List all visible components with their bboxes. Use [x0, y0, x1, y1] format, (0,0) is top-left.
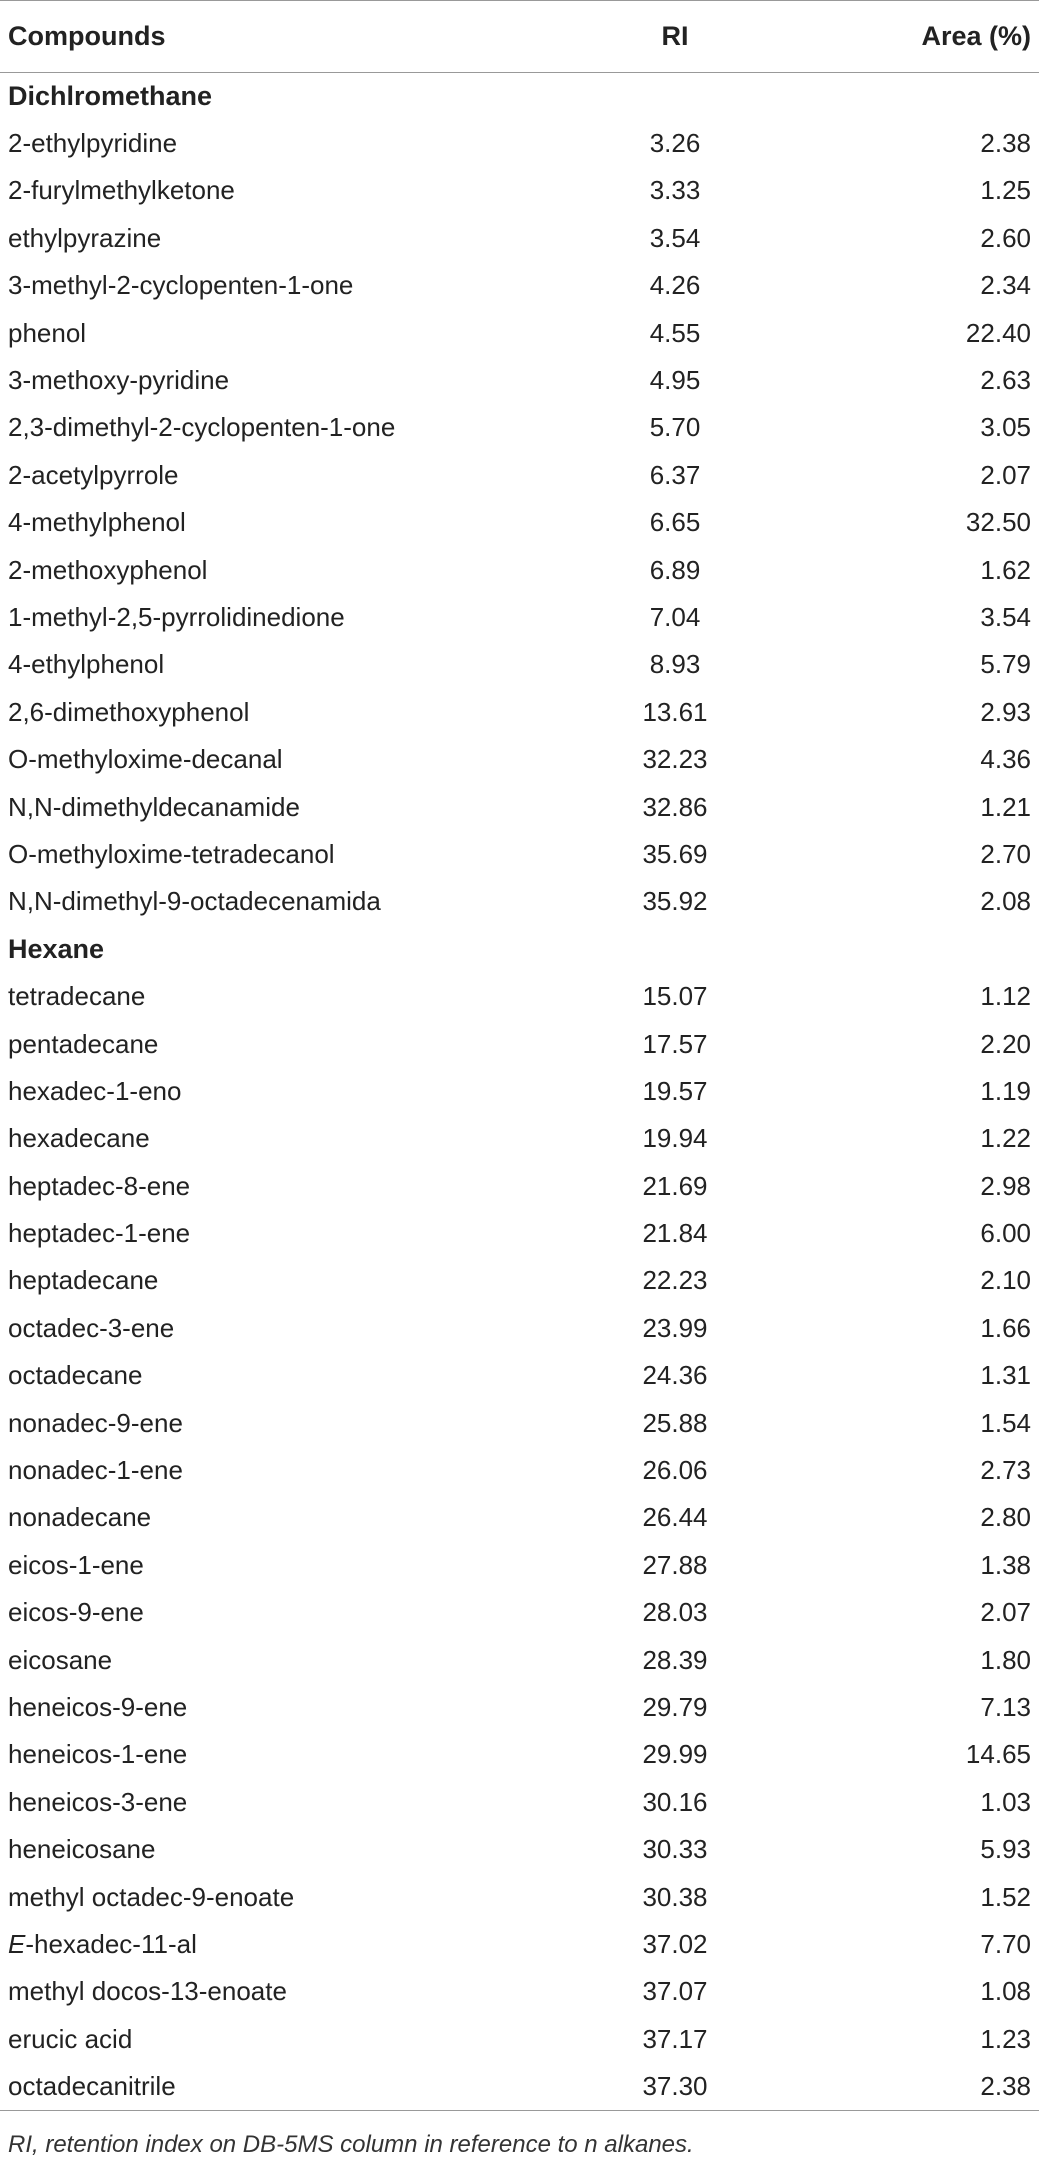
compound-name: heptadec-8-ene	[8, 1170, 191, 1201]
ri-value: 19.94	[642, 1123, 708, 1154]
table-row	[0, 1020, 1039, 1067]
table-row	[0, 2016, 1039, 2063]
ri-value: 19.57	[642, 1075, 708, 1106]
section-header-row	[0, 73, 1039, 120]
area-value: 6.00	[980, 1218, 1031, 1249]
area-value: 1.03	[980, 1786, 1031, 1817]
ri-value: 30.16	[642, 1786, 708, 1817]
compound-name: 3-methoxy-pyridine	[8, 365, 230, 396]
table-row	[0, 783, 1039, 830]
table-row	[0, 689, 1039, 736]
table-row	[0, 1731, 1039, 1778]
compound-name-prefix: E	[8, 1928, 26, 1959]
area-value: 2.10	[980, 1265, 1031, 1296]
area-value: 1.52	[980, 1881, 1031, 1912]
compound-name: octadec-3-ene	[8, 1312, 175, 1343]
table-row	[0, 1399, 1039, 1446]
table-row	[0, 262, 1039, 309]
area-value: 2.38	[980, 128, 1031, 159]
area-value: 7.13	[980, 1691, 1031, 1722]
compound-name: 1-methyl-2,5-pyrrolidinedione	[8, 601, 345, 632]
table-row	[0, 1162, 1039, 1209]
ri-value: 22.23	[642, 1265, 708, 1296]
table-row	[0, 1352, 1039, 1399]
table-row	[0, 404, 1039, 451]
ri-value: 4.55	[649, 317, 701, 348]
table-row	[0, 1921, 1039, 1968]
compound-name: eicos-9-ene	[8, 1597, 144, 1628]
section-title: Dichlromethane	[8, 80, 213, 111]
compound-name: methyl octadec-9-enoate	[8, 1881, 295, 1912]
table-header	[0, 1, 1039, 73]
header-area: Area (%)	[790, 1, 1039, 73]
table-body	[0, 73, 1039, 2111]
area-value: 1.80	[980, 1644, 1031, 1675]
compound-name-rest: -hexadec-11-al	[25, 1928, 197, 1959]
ri-value: 5.70	[649, 412, 701, 443]
area-value: 2.08	[980, 886, 1031, 917]
area-value: 3.54	[980, 601, 1031, 632]
table-row	[0, 309, 1039, 356]
table-row	[0, 167, 1039, 214]
table-row	[0, 2063, 1039, 2110]
table-row	[0, 1494, 1039, 1541]
area-value: 2.34	[980, 270, 1031, 301]
compound-name: eicosane	[8, 1644, 113, 1675]
table-row	[0, 1115, 1039, 1162]
ri-value: 35.92	[642, 886, 708, 917]
ri-value: 30.38	[642, 1881, 708, 1912]
compound-name: N,N-dimethyl-9-octadecenamida	[8, 886, 381, 917]
area-value: 2.98	[980, 1170, 1031, 1201]
ri-value: 29.79	[642, 1691, 708, 1722]
table-row	[0, 973, 1039, 1020]
area-value: 1.23	[980, 2023, 1031, 2054]
table-row	[0, 594, 1039, 641]
area-value: 1.54	[980, 1407, 1031, 1438]
area-value: 1.31	[980, 1360, 1031, 1391]
ri-value: 29.99	[642, 1739, 708, 1770]
table-row	[0, 1968, 1039, 2015]
area-value: 1.25	[980, 175, 1031, 206]
ri-value: 37.17	[642, 2023, 708, 2054]
area-value: 2.38	[790, 2063, 1039, 2110]
compound-name: 3-methyl-2-cyclopenten-1-one	[8, 270, 354, 301]
table-row	[0, 831, 1039, 878]
area-value: 2.20	[980, 1028, 1031, 1059]
area-value: 2.63	[980, 365, 1031, 396]
ri-value: 27.88	[642, 1549, 708, 1580]
ri-value: 30.33	[642, 1834, 708, 1865]
compound-name: N,N-dimethyldecanamide	[8, 791, 300, 822]
compound-name: 2-ethylpyridine	[8, 128, 178, 159]
table-row	[0, 215, 1039, 262]
area-value: 2.07	[980, 1597, 1031, 1628]
compound-name: nonadec-1-ene	[8, 1455, 183, 1486]
ri-value: 3.54	[649, 222, 701, 253]
ri-value: 15.07	[642, 981, 708, 1012]
area-value: 2.93	[980, 696, 1031, 727]
ri-value: 37.30	[560, 2063, 790, 2110]
compound-name: heneicos-1-ene	[8, 1739, 188, 1770]
compound-name: 2-acetylpyrrole	[8, 459, 179, 490]
compound-name: 4-ethylphenol	[8, 649, 165, 680]
ri-value: 26.06	[642, 1455, 708, 1486]
ri-value: 32.23	[642, 744, 708, 775]
area-value: 1.66	[980, 1312, 1031, 1343]
ri-value: 24.36	[642, 1360, 708, 1391]
ri-value: 35.69	[642, 838, 708, 869]
area-value: 5.93	[980, 1834, 1031, 1865]
table-row	[0, 736, 1039, 783]
compound-name: ethylpyrazine	[8, 222, 162, 253]
ri-value: 21.69	[642, 1170, 708, 1201]
table-footnote: RI, retention index on DB-5MS column in reference to n alkanes.	[8, 2130, 694, 2158]
table-row	[0, 1589, 1039, 1636]
compound-name	[0, 1921, 560, 1968]
area-value: 1.21	[980, 791, 1031, 822]
compound-name: heneicos-9-ene	[8, 1691, 188, 1722]
ri-value: 23.99	[642, 1312, 708, 1343]
ri-value: 7.04	[649, 601, 701, 632]
compound-name: heneicos-3-ene	[8, 1786, 188, 1817]
ri-value: 6.65	[649, 507, 701, 538]
area-value: 22.40	[965, 317, 1031, 348]
table-row	[0, 357, 1039, 404]
table-row	[0, 1447, 1039, 1494]
table-row	[0, 1257, 1039, 1304]
compound-name: O-methyloxime-decanal	[8, 744, 283, 775]
ri-value: 25.88	[642, 1407, 708, 1438]
ri-value: 37.07	[642, 1976, 708, 2007]
ri-value: 6.37	[649, 459, 701, 490]
table-row	[0, 1826, 1039, 1873]
table-row	[0, 120, 1039, 167]
header-compounds: Compounds	[0, 1, 560, 73]
area-value: 7.70	[980, 1928, 1031, 1959]
compound-name: O-methyloxime-tetradecanol	[8, 838, 335, 869]
compound-name: phenol	[8, 317, 87, 348]
ri-value: 28.39	[642, 1644, 708, 1675]
table-row	[0, 1542, 1039, 1589]
compound-name: heptadecane	[8, 1265, 159, 1296]
area-value: 1.62	[980, 554, 1031, 585]
area-value: 32.50	[965, 507, 1031, 538]
area-value: 1.22	[980, 1123, 1031, 1154]
table-row	[0, 499, 1039, 546]
compound-name: octadecane	[8, 1360, 143, 1391]
compound-name: tetradecane	[8, 981, 146, 1012]
area-value: 2.70	[980, 838, 1031, 869]
compound-name: 4-methylphenol	[8, 507, 186, 538]
area-value: 2.07	[980, 459, 1031, 490]
area-value: 2.60	[980, 222, 1031, 253]
ri-value: 17.57	[642, 1028, 708, 1059]
ri-value: 3.33	[649, 175, 701, 206]
compound-name: heptadec-1-ene	[8, 1218, 191, 1249]
area-value: 1.12	[980, 981, 1031, 1012]
table-row	[0, 1873, 1039, 1920]
area-value: 3.05	[980, 412, 1031, 443]
header-row	[0, 1, 1039, 73]
ri-value: 6.89	[649, 554, 701, 585]
area-value: 14.65	[965, 1739, 1031, 1770]
ri-value: 8.93	[649, 649, 701, 680]
ri-value: 32.86	[642, 791, 708, 822]
area-value: 5.79	[980, 649, 1031, 680]
compound-name: erucic acid	[8, 2023, 133, 2054]
compound-name: octadecanitrile	[0, 2063, 560, 2110]
area-value: 2.80	[980, 1502, 1031, 1533]
table-row	[0, 1068, 1039, 1115]
compound-name: heneicosane	[8, 1834, 156, 1865]
ri-value: 26.44	[642, 1502, 708, 1533]
compound-name: hexadec-1-eno	[8, 1075, 182, 1106]
compound-name: 2-methoxyphenol	[8, 554, 208, 585]
area-value: 1.19	[980, 1075, 1031, 1106]
table-row	[0, 1636, 1039, 1683]
ri-value: 28.03	[642, 1597, 708, 1628]
compound-name: 2,3-dimethyl-2-cyclopenten-1-one	[8, 412, 396, 443]
table-row	[0, 641, 1039, 688]
ri-value: 3.26	[649, 128, 701, 159]
area-value: 1.38	[980, 1549, 1031, 1580]
ri-value: 4.95	[649, 365, 701, 396]
compound-name: eicos-1-ene	[8, 1549, 144, 1580]
table-row	[0, 1779, 1039, 1826]
header-ri: RI	[560, 1, 790, 73]
compound-name: 2-furylmethylketone	[8, 175, 235, 206]
section-header-row	[0, 926, 1039, 973]
area-value: 2.73	[980, 1455, 1031, 1486]
section-title: Hexane	[8, 933, 105, 964]
table-row	[0, 1210, 1039, 1257]
ri-value: 4.26	[649, 270, 701, 301]
table-row	[0, 878, 1039, 925]
ri-value: 13.61	[642, 696, 708, 727]
ri-value: 21.84	[642, 1218, 708, 1249]
table-row	[0, 546, 1039, 593]
table-row	[0, 1305, 1039, 1352]
ri-value: 37.02	[642, 1928, 708, 1959]
compound-name: 2,6-dimethoxyphenol	[8, 696, 250, 727]
compound-name: pentadecane	[8, 1028, 159, 1059]
table-row	[0, 1684, 1039, 1731]
compound-name: hexadecane	[8, 1123, 150, 1154]
compound-name: nonadecane	[8, 1502, 152, 1533]
compound-name: nonadec-9-ene	[8, 1407, 183, 1438]
area-value: 4.36	[980, 744, 1031, 775]
compound-name: methyl docos-13-enoate	[8, 1976, 287, 2007]
table-row	[0, 452, 1039, 499]
area-value: 1.08	[980, 1976, 1031, 2007]
